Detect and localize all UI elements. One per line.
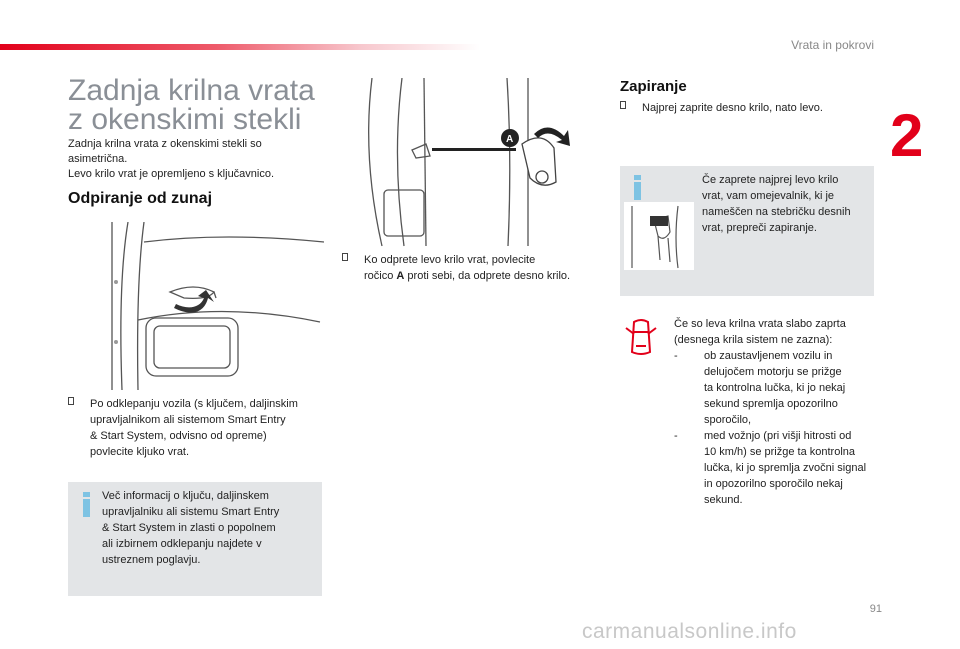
closing-heading: Zapiranje: [620, 78, 687, 95]
warning-item-line: med vožnjo (pri višji hitrosti od: [704, 430, 852, 442]
info-line: ali izbirnem odklepanju najdete v: [102, 538, 262, 550]
warning-item-line: ob zaustavljenem vozilu in: [704, 350, 833, 362]
opening-outside-heading: Odpiranje od zunaj: [68, 190, 213, 207]
info-icon: [83, 499, 90, 517]
instruction-line: povlecite kljuko vrat.: [90, 446, 190, 458]
info-icon: [634, 182, 641, 200]
door-warning-text: [674, 316, 880, 508]
lever-reference: A: [396, 270, 405, 282]
watermark: carmanualsonline.info: [582, 620, 797, 643]
instruction-line: Po odklepanju vozila (s ključem, daljinskim: [90, 398, 298, 410]
right-door-lever-illustration: [342, 78, 592, 248]
intro-line: asimetrična.: [68, 153, 128, 165]
instruction-line: [364, 268, 570, 284]
header-accent-bar: [0, 44, 480, 50]
page-number: 91: [869, 603, 882, 615]
instruction-line: Ko odprete levo krilo vrat, povlecite: [364, 254, 536, 266]
warning-item-line: delujočem motorju se prižge: [704, 366, 842, 378]
chapter-number: 2: [890, 102, 924, 169]
rear-door-handle-illustration: [104, 222, 324, 392]
warning-line: Če so leva krilna vrata slabo zaprta: [674, 318, 846, 330]
info-line: nameščen na stebričku desnih: [702, 206, 851, 218]
instruction-line: upravljalnikom ali sistemom Smart Entry: [90, 414, 286, 426]
arrow-bullet-icon: [68, 397, 74, 405]
warning-item-line: sekund spremlja opozorilno: [704, 398, 838, 410]
arrow-bullet-icon: [342, 253, 348, 261]
list-dash: -: [674, 430, 678, 442]
arrow-bullet-icon: [620, 101, 626, 109]
intro-text: [68, 137, 328, 182]
intro-line: Zadnja krilna vrata z okenskimi stekli so: [68, 138, 262, 150]
info-line: vrat, vam omejevalnik, ki je: [702, 190, 835, 202]
door-check-illustration: [624, 202, 694, 270]
warning-item-line: ta kontrolna lučka, ki jo nekaj: [704, 382, 846, 394]
intro-line: Levo krilo vrat je opremljeno s ključavnico.: [68, 168, 275, 180]
info-line: & Start System in zlasti o popolnem: [102, 522, 276, 534]
instruction-text: proti sebi, da odprete desno krilo.: [404, 270, 571, 282]
warning-item-line: lučka, ki jo spremlja zvočni signal: [704, 462, 867, 474]
callout-a-label: A: [506, 134, 514, 145]
door-check-info-box: [620, 166, 874, 296]
page-title: Zadnja krilna vrata z okenskimi stekli: [68, 74, 315, 136]
warning-item-line: sekund.: [704, 494, 743, 506]
right-door-instruction: [342, 252, 602, 284]
warning-item-line: in opozorilno sporočilo nekaj: [704, 478, 843, 490]
closing-instruction: [620, 100, 880, 116]
key-info-box: [68, 482, 322, 596]
instruction-text: ročico: [364, 270, 397, 282]
info-line: upravljalniku ali sistemu Smart Entry: [102, 506, 280, 518]
warning-list-item: [674, 428, 880, 508]
section-title: Vrata in pokrovi: [791, 38, 874, 52]
instruction-line: Najprej zaprite desno krilo, nato levo.: [642, 102, 823, 114]
warning-item-line: sporočilo,: [704, 414, 752, 426]
info-line: vrat, prepreči zapiranje.: [702, 222, 817, 234]
info-line: Če zaprete najprej levo krilo: [702, 174, 839, 186]
info-line: ustreznem poglavju.: [102, 554, 201, 566]
door-open-warning-icon: [624, 318, 658, 358]
opening-outside-instruction: [68, 396, 330, 460]
instruction-line: & Start System, odvisno od opreme): [90, 430, 267, 442]
warning-item-line: 10 km/h) se prižge ta kontrolna: [704, 446, 856, 458]
warning-line: (desnega krila sistem ne zazna):: [674, 334, 833, 346]
info-line: Več informacij o ključu, daljinskem: [102, 490, 269, 502]
list-dash: -: [674, 350, 678, 362]
warning-list-item: [674, 348, 880, 428]
